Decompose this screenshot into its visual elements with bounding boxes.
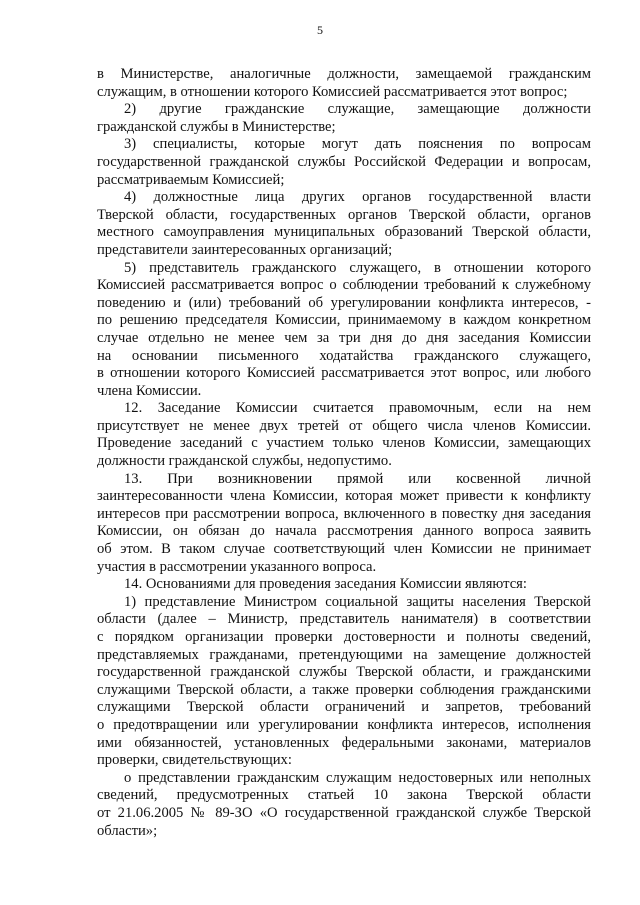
text-line: представители заинтересованных организаций; — [97, 241, 393, 258]
clause-14-item-1 — [97, 594, 591, 770]
text-line: о предотвращении или урегулировании конфликта интересов, исполнения — [97, 716, 591, 733]
text-line: заинтересованности члена Комиссии, которая может привести к конфликту — [97, 488, 591, 505]
text-line: по решению председателя Комиссии, принимаемому в каждом конкретном — [97, 312, 591, 329]
text-line: области (далее – Министр, представитель нанимателя) в соответствии — [97, 611, 591, 628]
clause-12 — [97, 400, 591, 470]
text-line: представляемых гражданами, претендующими на замещение должностей — [97, 646, 591, 663]
text-line: служащим, в отношении которого Комиссией рассматривается этот вопрос; — [97, 83, 568, 100]
text-line: с порядком организации проверки достоверности и полноты сведений, — [97, 629, 591, 645]
text-line: случае отдельно не менее чем за три дня до дня заседания Комиссии — [97, 329, 591, 346]
text-line: государственной гражданской службы Тверской области, и гражданскими — [97, 664, 591, 681]
text-line: области»; — [97, 822, 158, 839]
list-item-5 — [97, 260, 591, 401]
text-line: 5) представитель гражданского служащего, в отношении которого — [124, 259, 591, 276]
text-line: участия в рассмотрении указанного вопроса. — [97, 558, 377, 575]
text-line: 12. Заседание Комиссии считается правомочным, если на нем — [124, 400, 591, 417]
document-body — [97, 66, 591, 840]
text-line: об этом. В таком случае соответствующий член Комиссии не принимает — [97, 541, 591, 558]
text-line: должности гражданской службы, недопустимо. — [97, 453, 392, 470]
text-line: от 21.06.2005 № 89-ЗО «О государственной гражданской службе Тверской — [97, 804, 591, 821]
clause-14 — [97, 576, 591, 594]
text-line: Тверской области, государственных органов Тверской области, органов — [97, 206, 591, 223]
list-item-2 — [97, 101, 591, 136]
text-line: гражданской службы в Министерстве; — [97, 118, 336, 135]
text-line: на основании письменного ходатайства гражданского служащего, — [97, 347, 591, 364]
text-line: присутствует не менее двух третей от общего числа членов Комиссии. — [97, 417, 591, 434]
text-line: 13. При возникновении прямой или косвенной личной — [124, 470, 591, 487]
text-line: Комиссией рассматривается вопрос о соблюдении требований к служебному — [97, 277, 591, 294]
clause-14-subitem — [97, 770, 591, 840]
text-line: местного самоуправления муниципальных образований Тверской области, — [97, 224, 591, 241]
text-line: Проведение заседаний с участием только членов Комиссии, замещающих — [97, 435, 591, 452]
text-line: о представлении гражданским служащим недостоверных или неполных — [124, 769, 591, 786]
text-line: рассматриваемым Комиссией; — [97, 171, 285, 188]
text-line: служащими Тверской области ограничений и запретов, требований — [97, 699, 591, 716]
text-line: проверки, свидетельствующих: — [97, 752, 292, 769]
text-line: сведений, предусмотренных статьей 10 закона Тверской области — [97, 787, 591, 804]
list-item-3 — [97, 136, 591, 189]
paragraph-continuation — [97, 66, 591, 101]
text-line: 1) представление Министром социальной защиты населения Тверской — [124, 593, 591, 610]
page-number: 5 — [317, 23, 323, 37]
text-line: 14. Основаниями для проведения заседания Комиссии являются: — [124, 576, 527, 593]
text-line: ими обязанностей, установленных федеральными законами, материалов — [97, 734, 591, 751]
text-line: члена Комиссии. — [97, 382, 202, 399]
text-line: 3) специалисты, которые могут дать пояснения по вопросам — [124, 136, 591, 153]
text-line: государственной гражданской службы Российской Федерации и вопросам, — [97, 153, 591, 170]
text-line: поведению и (или) требований об урегулировании конфликта интересов, - — [97, 294, 591, 311]
text-line: 2) другие гражданские служащие, замещающие должности — [124, 101, 591, 118]
text-line: в Министерстве, аналогичные должности, замещаемой гражданским — [97, 66, 591, 82]
text-line: служащими Тверской области, а также проверки соблюдения гражданскими — [97, 681, 591, 698]
text-line: Комиссии, он обязан до начала рассмотрения данного вопроса заявить — [97, 523, 591, 540]
text-line: 4) должностные лица других органов государственной власти — [124, 189, 591, 206]
list-item-4 — [97, 189, 591, 259]
clause-13 — [97, 471, 591, 577]
text-line: в отношении которого Комиссией рассматривается этот вопрос, или любого — [97, 365, 591, 382]
text-line: интересов при рассмотрении вопроса, включенного в повестку дня заседания — [97, 505, 591, 522]
